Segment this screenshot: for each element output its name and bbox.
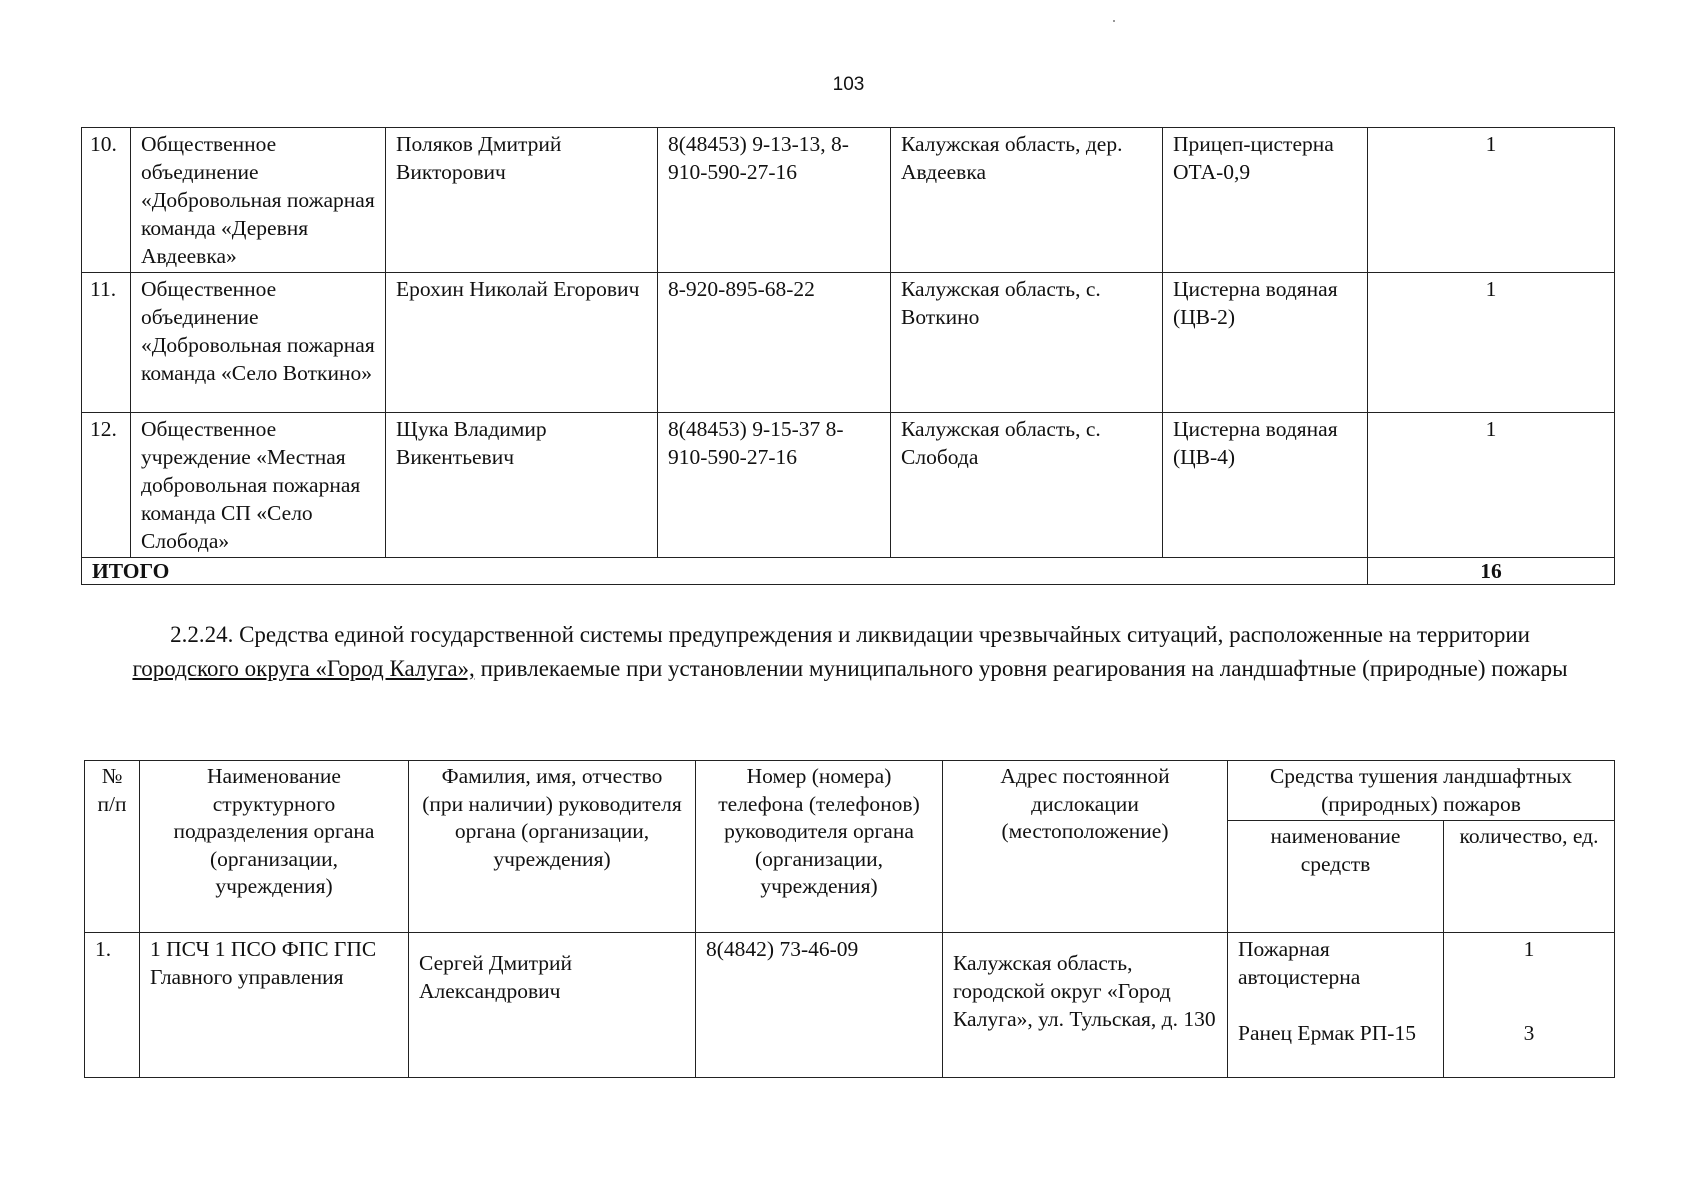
phone: 8(48453) 9-13-13, 8-910-590-27-16	[658, 128, 891, 273]
table-row	[82, 273, 1615, 413]
row-number: 11.	[82, 273, 131, 413]
quantity-cell	[1444, 933, 1615, 1078]
address: Калужская область, с. Слобода	[891, 413, 1163, 558]
head-name: Ерохин Николай Егорович	[386, 273, 658, 413]
row-number: 10.	[82, 128, 131, 273]
table-row	[82, 413, 1615, 558]
quantity: 1	[1368, 273, 1615, 413]
header-row	[85, 761, 1615, 821]
phone: 8(4842) 73-46-09	[696, 933, 943, 1078]
org-name: Общественное объединение «Добровольная пожарная команда «Село Воткино»	[131, 273, 386, 413]
header-org: Наименование структурного подразделения органа (организации, учреждения)	[140, 761, 409, 933]
equipment: Цистерна водяная (ЦВ-2)	[1163, 273, 1368, 413]
quantity: 3	[1523, 1021, 1535, 1045]
header-means-name: наименование средств	[1228, 821, 1444, 933]
scan-speck	[1113, 20, 1115, 22]
total-value: 16	[1368, 558, 1615, 585]
table-row	[82, 128, 1615, 273]
address: Калужская область, с. Воткино	[891, 273, 1163, 413]
head-name: Поляков Дмитрий Викторович	[386, 128, 658, 273]
header-means: Средства тушения ландшафтных (природных) пожаров	[1228, 761, 1615, 821]
equipment: Прицеп-цистерна ОТА-0,9	[1163, 128, 1368, 273]
section-heading-underlined: городского округа «Город Калуга»,	[132, 656, 475, 681]
total-label: ИТОГО	[82, 558, 1368, 585]
equipment: Цистерна водяная (ЦВ-4)	[1163, 413, 1368, 558]
header-means-qty: количество, ед.	[1444, 821, 1615, 933]
section-heading	[130, 618, 1570, 686]
org-name: 1 ПСЧ 1 ПСО ФПС ГПС Главного управления	[140, 933, 409, 1078]
section-heading-part1: 2.2.24. Средства единой государственной системы предупреждения и ликвидации чрезвычайных ситуаций, расположенные на территории	[170, 622, 1530, 647]
table-row	[85, 933, 1615, 1078]
phone: 8(48453) 9-15-37 8-910-590-27-16	[658, 413, 891, 558]
equipment: Ранец Ермак РП-15	[1238, 1021, 1416, 1045]
page-number: 103	[832, 74, 865, 95]
phone: 8-920-895-68-22	[658, 273, 891, 413]
header-num: № п/п	[85, 761, 140, 933]
header-address: Адрес постоянной дислокации (местоположение)	[943, 761, 1228, 933]
quantity: 1	[1523, 937, 1535, 961]
quantity: 1	[1368, 128, 1615, 273]
row-number: 1.	[85, 933, 140, 1078]
volunteer-fire-table	[81, 127, 1615, 585]
section-heading-part2: привлекаемые при установлении муниципального уровня реагирования на ландшафтные (природные) пожары	[474, 656, 1568, 681]
org-name: Общественное объединение «Добровольная пожарная команда «Деревня Авдеевка»	[131, 128, 386, 273]
emergency-means-table	[84, 760, 1615, 1078]
header-head: Фамилия, имя, отчество (при наличии) руководителя органа (организации, учреждения)	[409, 761, 696, 933]
quantity: 1	[1368, 413, 1615, 558]
total-row	[82, 558, 1615, 585]
org-name: Общественное учреждение «Местная добровольная пожарная команда СП «Село Слобода»	[131, 413, 386, 558]
equipment: Пожарная автоцистерна	[1238, 937, 1361, 989]
address: Калужская область, городской округ «Город Калуга», ул. Тульская, д. 130	[943, 933, 1228, 1078]
row-number: 12.	[82, 413, 131, 558]
header-phone: Номер (номера) телефона (телефонов) руководителя органа (организации, учреждения)	[696, 761, 943, 933]
address: Калужская область, дер. Авдеевка	[891, 128, 1163, 273]
head-name: Щука Владимир Викентьевич	[386, 413, 658, 558]
head-name: Сергей Дмитрий Александрович	[409, 933, 696, 1078]
equipment-cell	[1228, 933, 1444, 1078]
